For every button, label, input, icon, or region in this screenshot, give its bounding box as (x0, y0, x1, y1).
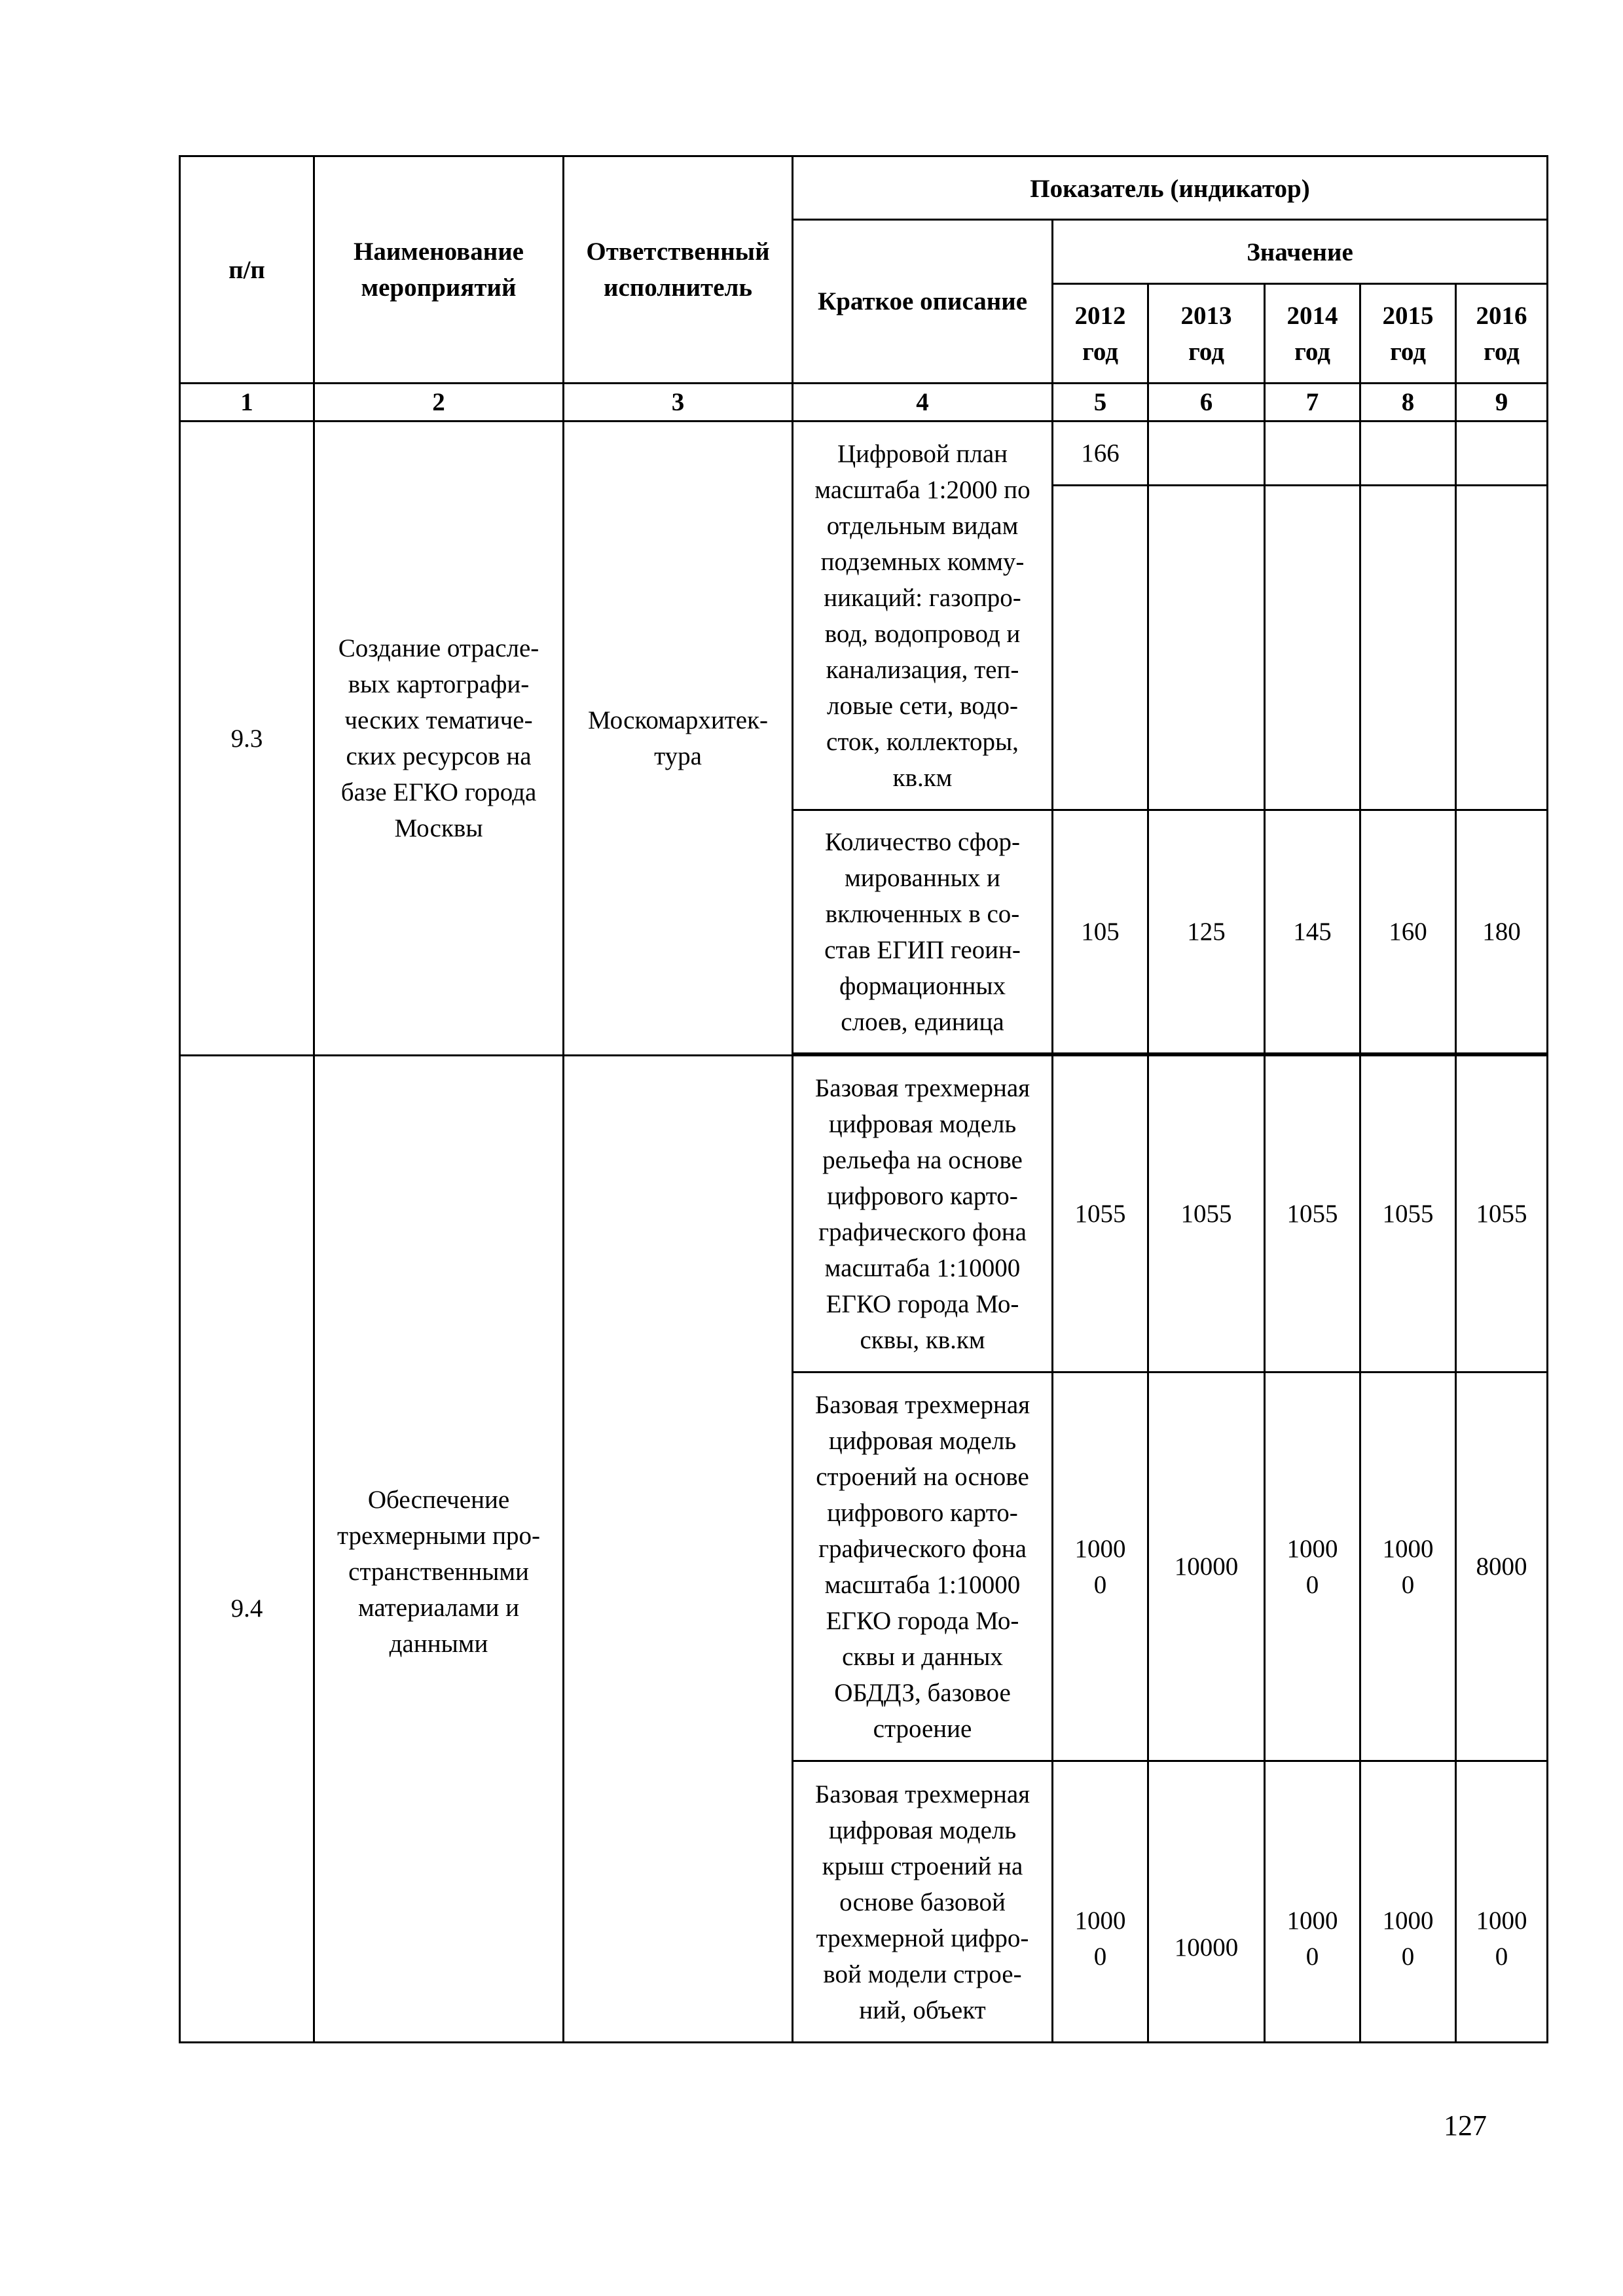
value-2013 (1148, 422, 1265, 486)
empty-cell (1456, 486, 1548, 810)
header-executor: Ответственный исполнитель (564, 156, 793, 384)
value-2014: 1055 (1265, 1056, 1360, 1372)
value-2012: 105 (1053, 810, 1148, 1054)
indicator-description: Количество сфор- мированных и включенных в со- став ЕГИП геоин- формационных слоев, единица (793, 810, 1053, 1054)
value-2013: 10000 (1148, 1761, 1265, 2043)
row-executor: Москомархитек- тура (564, 422, 793, 1056)
header-year-2015: 2015 год (1360, 284, 1456, 384)
table-row (180, 1056, 1548, 1372)
indicator-table (179, 155, 1548, 2043)
row-name: Обеспечение трехмерными про- странственными материалами и данными (314, 1056, 564, 2043)
value-2015: 160 (1360, 810, 1456, 1054)
column-number: 5 (1053, 384, 1148, 422)
value-2012: 1000 0 (1053, 1761, 1148, 2043)
value-2012: 1000 0 (1053, 1372, 1148, 1761)
header-year-2012: 2012 год (1053, 284, 1148, 384)
indicator-description: Цифровой план масштаба 1:2000 по отдельным видам подземных комму- никаций: газопро- вод, водопровод и канализация, теп- ловые сети, водо- сток, коллекторы, кв.км (793, 422, 1053, 810)
row-num: 9.3 (180, 422, 314, 1056)
value-2014: 1000 0 (1265, 1761, 1360, 2043)
empty-cell (1360, 486, 1456, 810)
column-number: 6 (1148, 384, 1265, 422)
empty-cell (1148, 486, 1265, 810)
value-2016: 8000 (1456, 1372, 1548, 1761)
value-2015: 1000 0 (1360, 1372, 1456, 1761)
indicator-description: Базовая трехмерная цифровая модель строений на основе цифрового карто- графического фона масштаба 1:10000 ЕГКО города Мо- сквы и данных ОБДДЗ, базовое строение (793, 1372, 1053, 1761)
value-2014 (1265, 422, 1360, 486)
value-2013: 125 (1148, 810, 1265, 1054)
row-name: Создание отрасле- вых картографи- ческих тематиче- ских ресурсов на базе ЕГКО города Москвы (314, 422, 564, 1056)
header-year-2014: 2014 год (1265, 284, 1360, 384)
column-number: 2 (314, 384, 564, 422)
column-number: 3 (564, 384, 793, 422)
value-2013: 10000 (1148, 1372, 1265, 1761)
indicator-description: Базовая трехмерная цифровая модель крыш строений на основе базовой трехмерной цифро- вой модели строе- ний, объект (793, 1761, 1053, 2043)
value-2016: 1055 (1456, 1056, 1548, 1372)
header-year-2016: 2016 год (1456, 284, 1548, 384)
empty-cell (1265, 486, 1360, 810)
column-number: 1 (180, 384, 314, 422)
value-2014: 1000 0 (1265, 1372, 1360, 1761)
value-2016: 180 (1456, 810, 1548, 1054)
value-2015: 1000 0 (1360, 1761, 1456, 2043)
column-number: 9 (1456, 384, 1548, 422)
value-2015: 1055 (1360, 1056, 1456, 1372)
table-row (180, 422, 1548, 486)
indicator-description: Базовая трехмерная цифровая модель рельефа на основе цифрового карто- графического фона масштаба 1:10000 ЕГКО города Мо- сквы, кв.км (793, 1056, 1053, 1372)
page-number: 127 (1444, 2109, 1487, 2142)
header-year-2013: 2013 год (1148, 284, 1265, 384)
value-2016: 1000 0 (1456, 1761, 1548, 2043)
value-2015 (1360, 422, 1456, 486)
column-number: 4 (793, 384, 1053, 422)
value-2014: 145 (1265, 810, 1360, 1054)
header-num: п/п (180, 156, 314, 384)
header-name: Наименование мероприятий (314, 156, 564, 384)
value-2016 (1456, 422, 1548, 486)
value-2012: 1055 (1053, 1056, 1148, 1372)
column-number: 8 (1360, 384, 1456, 422)
column-number: 7 (1265, 384, 1360, 422)
header-value: Значение (1053, 220, 1548, 284)
header-description: Краткое описание (793, 220, 1053, 384)
value-2012: 166 (1053, 422, 1148, 486)
header-indicator: Показатель (индикатор) (793, 156, 1548, 220)
empty-cell (1053, 486, 1148, 810)
column-number-row (180, 384, 1548, 422)
row-executor (564, 1056, 793, 2043)
row-num: 9.4 (180, 1056, 314, 2043)
value-2013: 1055 (1148, 1056, 1265, 1372)
